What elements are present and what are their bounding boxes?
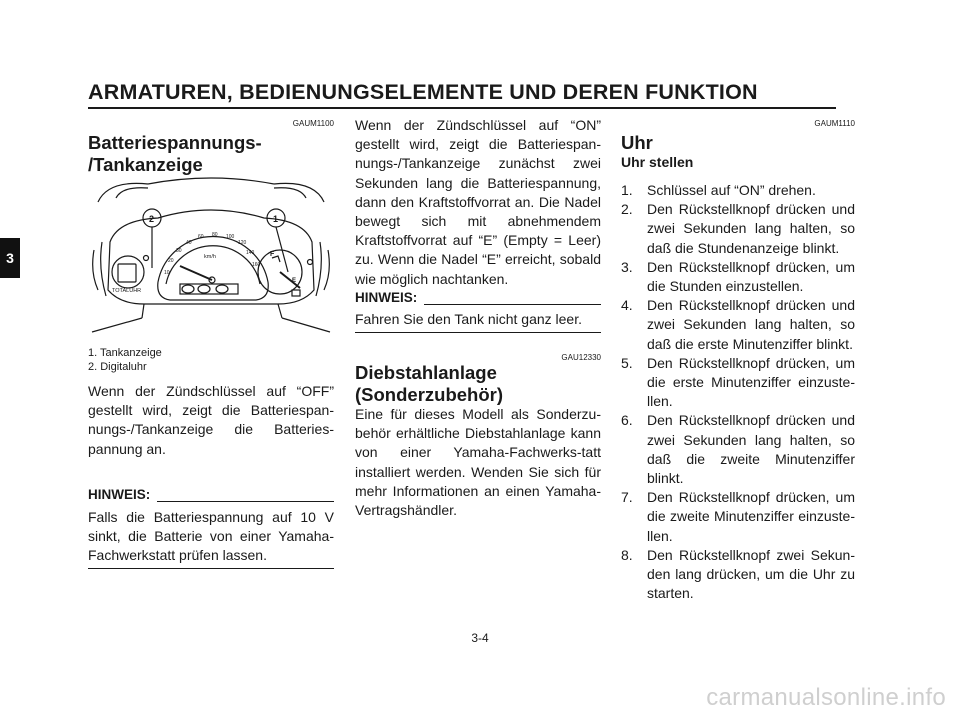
section-code-right: GAUM1110: [814, 119, 855, 128]
list-item: 6. Den Rückstellknopf drücken und zwei Sekunden lang halten, so daß die zweite Minutenziffer blinkt.: [621, 412, 855, 487]
caption-1: 1. Tankanzeige: [88, 347, 162, 359]
svg-text:120: 120: [238, 240, 247, 246]
totaluhr-label: TOTALUHR: [112, 288, 142, 294]
callout-1: 1: [273, 214, 279, 224]
instrument-panel-drawing: [88, 172, 334, 342]
kmh-label: km/h: [204, 254, 216, 260]
caption-2: 2. Digitaluhr: [88, 361, 147, 373]
list-item: 8. Den Rückstellknopf zwei Sekun-den lang drücken, um die Uhr zu starten.: [621, 546, 855, 602]
section-title-middle-line2: (Sonderzubehör): [355, 384, 503, 405]
section-code-middle: GAU12330: [561, 353, 601, 362]
section-title-line1: Batteriespannungs-: [88, 132, 262, 153]
svg-text:100: 100: [226, 234, 235, 240]
section-code: GAUM1100: [292, 119, 334, 128]
hinweis-end-rule-middle: [355, 332, 601, 333]
middle-paragraph-2: Eine für dieses Modell als Sonderzu-behör erhältliche Diebstahlanlage kann von einer Yamaha-Fachwerks-tatt installiert werden. Wenden Sie sich für mehr Informationen an einen Yamaha-Vertragshändler.: [355, 406, 601, 519]
callout-2: 2: [149, 214, 155, 224]
instrument-panel-figure: [88, 172, 334, 342]
list-item: 7. Den Rückstellknopf drücken, um die zweite Minutenziffer einzuste-llen.: [621, 489, 855, 544]
list-item: 3. Den Rückstellknopf drücken, um die Stunden einzustellen.: [621, 258, 855, 295]
svg-text:10: 10: [164, 270, 170, 276]
watermark[interactable]: carmanualsonline.info: [706, 684, 946, 711]
list-item: 2. Den Rückstellknopf drücken und zwei Sekunden lang halten, so daß die Stundenanzeige blinkt.: [621, 201, 855, 256]
page-number: 3-4: [471, 631, 489, 645]
list-item: 4. Den Rückstellknopf drücken und zwei Sekunden lang halten, so daß die erste Minutenziffer blinkt.: [621, 297, 855, 352]
left-paragraph: Wenn der Zündschlüssel auf “OFF” gestellt wird, zeigt die Batteriespan-nungs-/Tankanzeige die Batteries-pannung an.: [88, 383, 334, 457]
subsection-title-right: Uhr stellen: [621, 154, 694, 170]
hinweis-rule-left: [157, 501, 334, 502]
section-title-middle-line1: Diebstahlanlage: [355, 362, 497, 383]
list-item: 1. Schlüssel auf “ON” drehen.: [621, 182, 816, 198]
svg-text:40: 40: [186, 240, 192, 246]
svg-text:60: 60: [198, 234, 204, 240]
steps-list: [621, 181, 855, 603]
svg-text:160: 160: [252, 262, 261, 268]
header-rule: [88, 107, 836, 109]
chapter-tab[interactable]: 3: [0, 238, 20, 278]
hinweis-end-rule-left: [88, 568, 334, 569]
section-title-line2: /Tankanzeige: [88, 154, 203, 175]
fuel-e-label: E: [292, 278, 297, 284]
hinweis-rule-middle: [424, 304, 601, 305]
list-item: 5. Den Rückstellknopf drücken, um die erste Minutenziffer einzuste-llen.: [621, 354, 855, 410]
svg-text:20: 20: [168, 258, 174, 264]
fuel-f-label: F: [270, 251, 275, 258]
svg-text:140: 140: [246, 250, 255, 256]
hinweis-text-left: Falls die Batteriespannung auf 10 V sinkt, die Batterie von einer Yamaha-Fachwerkstatt prüfen lassen.: [88, 509, 334, 564]
middle-paragraph: Wenn der Zündschlüssel auf “ON” gestellt wird, zeigt die Batteriespan-nungs-/Tankanzeige zunächst zwei Sekunden lang die Batteriespannung, dann den Kraftstoffvorrat an. Die Nadel bewegt sich mit abnehmendem Kraftstoffvorrat auf “E” (Empty = Leer) zu. Wenn die Nadel “E” erreicht, sobald wie möglich nachtanken.: [355, 117, 601, 287]
hinweis-label-middle: HINWEIS:: [355, 290, 418, 305]
section-title-right: Uhr: [621, 132, 653, 153]
hinweis-label-left: HINWEIS:: [88, 487, 151, 502]
hinweis-text-middle: Fahren Sie den Tank nicht ganz leer.: [355, 311, 583, 327]
svg-text:30: 30: [176, 248, 182, 254]
page-header-title: ARMATUREN, BEDIENUNGSELEMENTE UND DEREN FUNKTION: [88, 80, 758, 104]
svg-text:80: 80: [212, 232, 218, 238]
